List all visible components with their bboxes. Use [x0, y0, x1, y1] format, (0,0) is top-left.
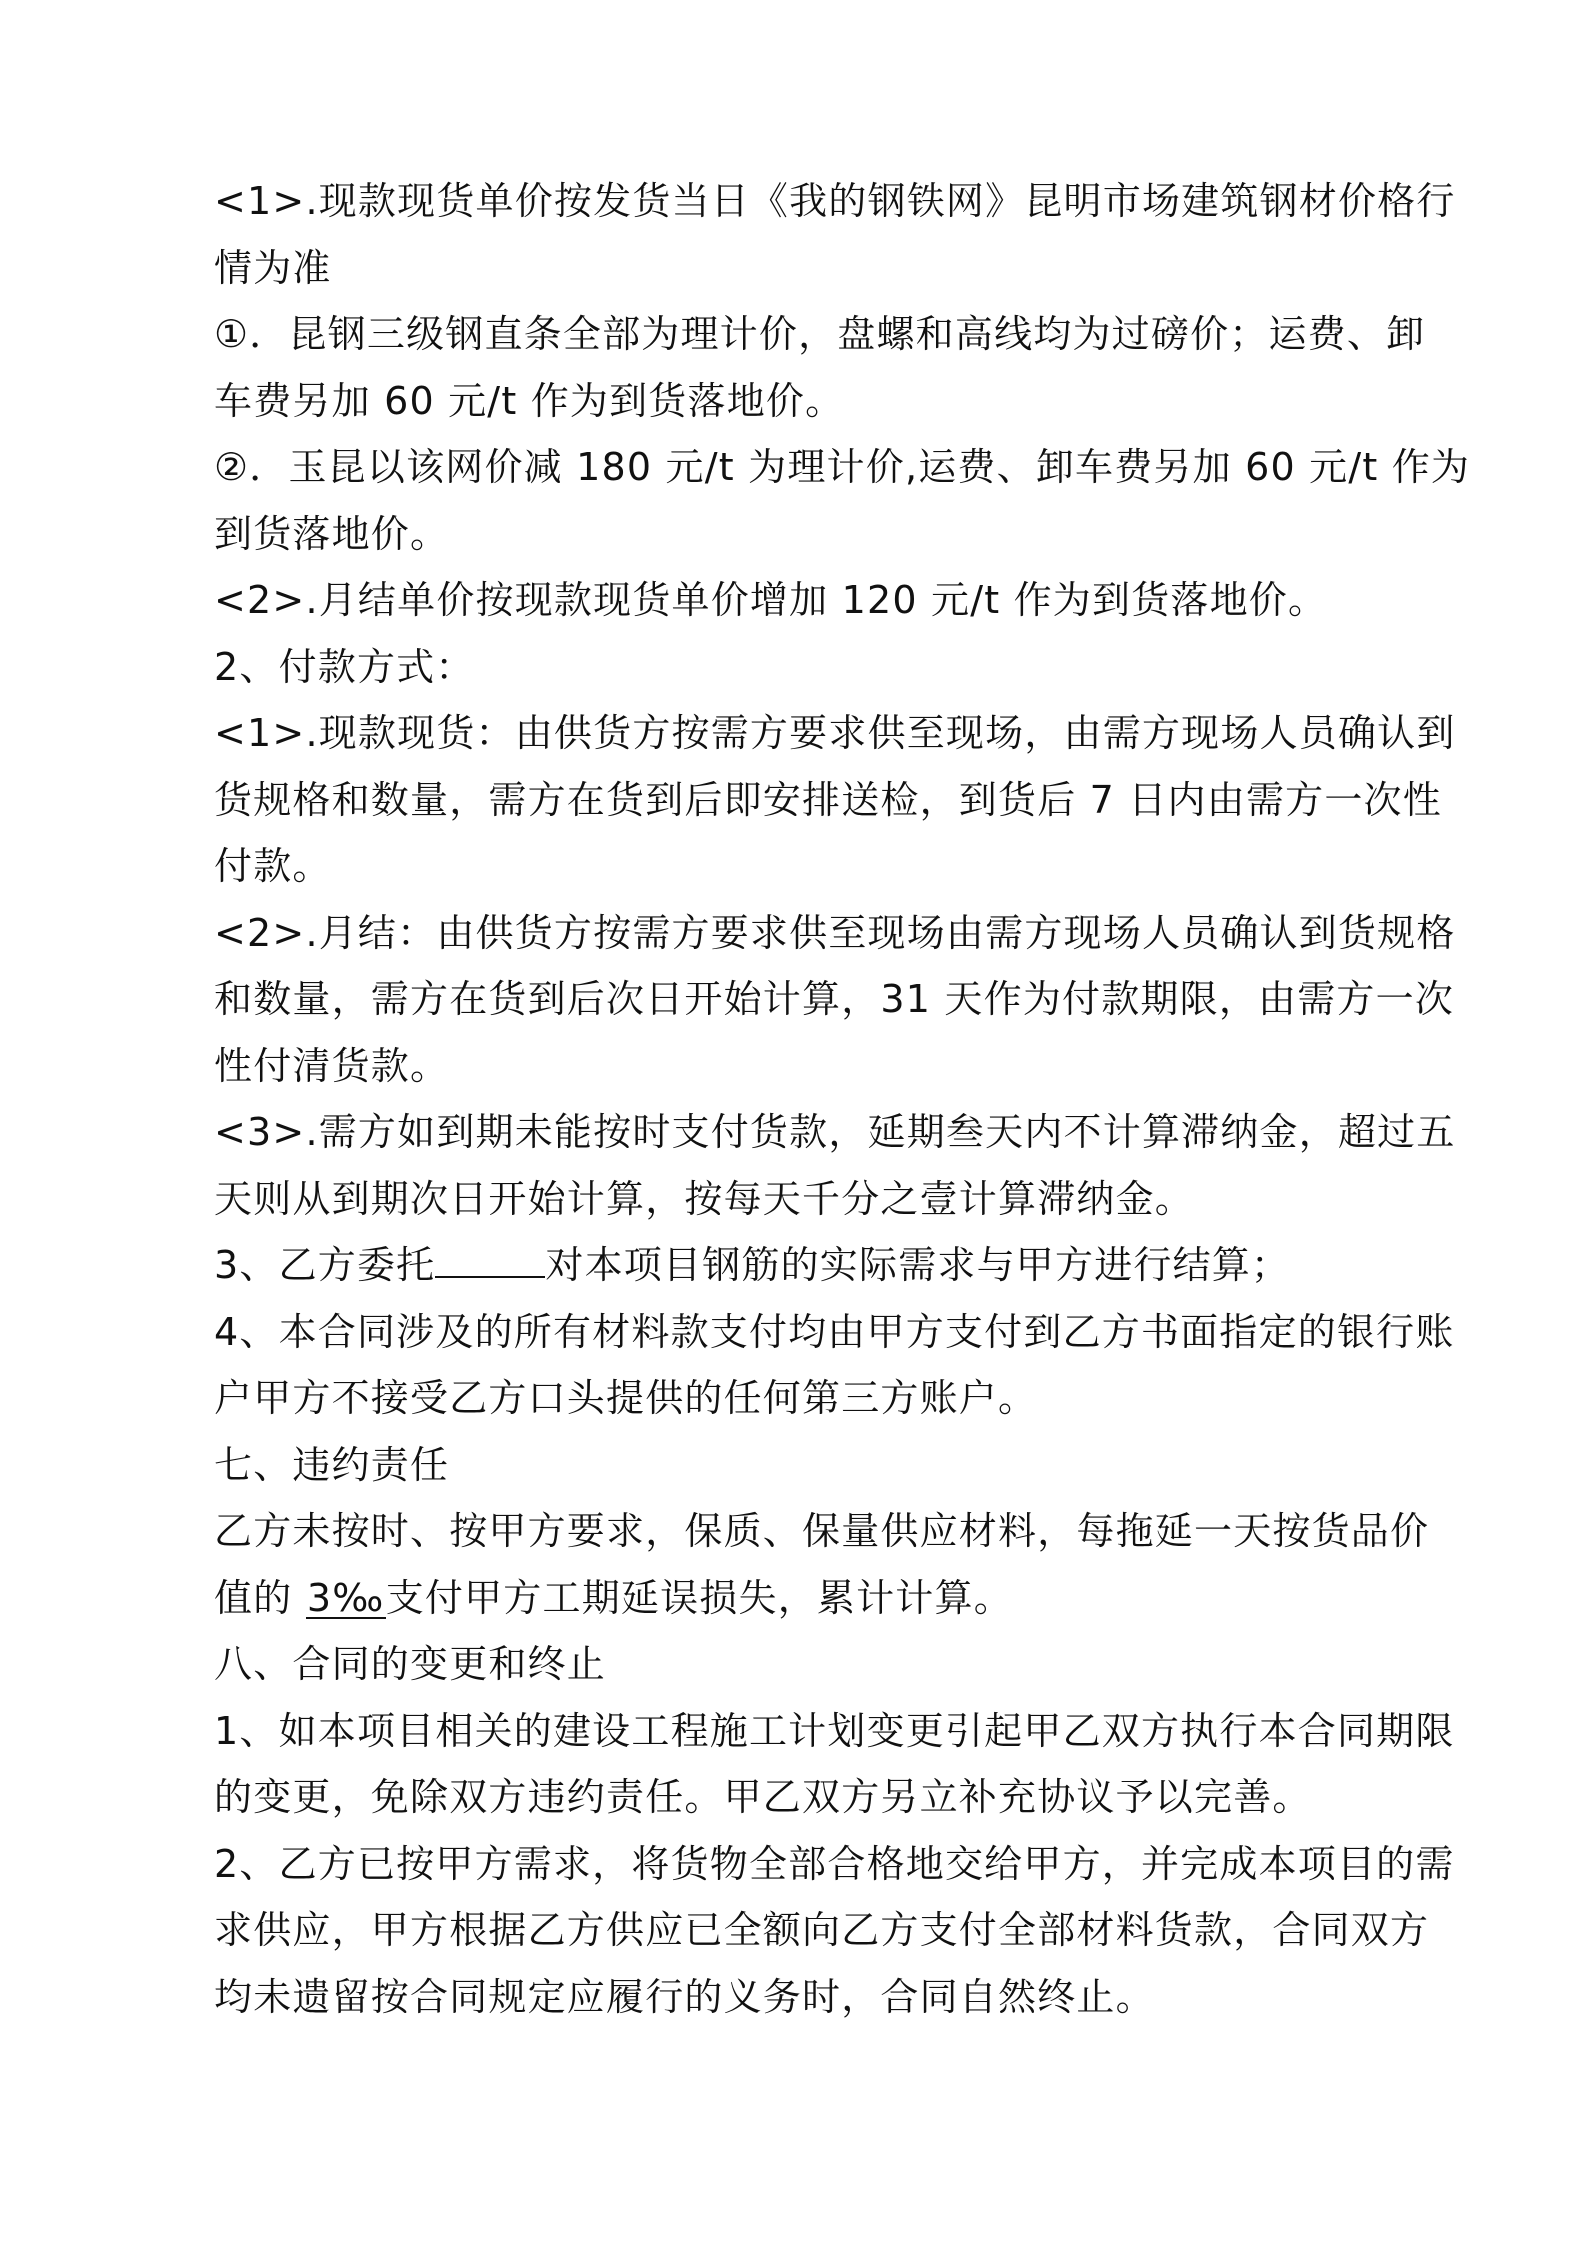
- text-line: 付款。: [214, 844, 332, 888]
- text-line: 户甲方不接受乙方口头提供的任何第三方账户。: [214, 1376, 1038, 1420]
- text-line: 货规格和数量，需方在货到后即安排送检，到货后 7 日内由需方一次性: [214, 777, 1442, 822]
- penalty-line: [214, 1565, 1389, 1632]
- text-line: 到货落地价。: [214, 511, 450, 556]
- text-line: ②．玉昆以该网价减 180 元/t 为理计价,运费、卸车费另加 60 元/t 作为: [214, 445, 1471, 489]
- text-line: <2>.月结单价按现款现货单价增加 120 元/t 作为到货落地价。: [214, 578, 1328, 622]
- text-line: 车费另加 60 元/t 作为到货落地价。: [214, 378, 845, 423]
- text-line: <1>.现款现货：由供货方按需方要求供至现场，由需方现场人员确认到: [214, 711, 1456, 755]
- text-line: ①．昆钢三级钢直条全部为理计价，盘螺和高线均为过磅价；运费、卸: [214, 312, 1426, 356]
- text-line: 4、本合同涉及的所有材料款支付均由甲方支付到乙方书面指定的银行账: [214, 1309, 1455, 1354]
- penalty-suffix: 支付甲方工期延误损失，累计计算。: [385, 1575, 1013, 1620]
- clause-3-prefix: 3、乙方委托: [214, 1243, 436, 1287]
- text-line: 情为准: [214, 245, 332, 290]
- text-line: 1、如本项目相关的建设工程施工计划变更引起甲乙双方执行本合同期限: [214, 1708, 1455, 1753]
- penalty-prefix: 值的: [214, 1575, 306, 1620]
- text-line: 天则从到期次日开始计算，按每天千分之壹计算滞纳金。: [214, 1176, 1195, 1221]
- text-line: 乙方未按时、按甲方要求，保质、保量供应材料，每拖延一天按货品价: [214, 1509, 1430, 1553]
- text-line: 均未遗留按合同规定应履行的义务时，合同自然终止。: [214, 1974, 1155, 2019]
- section-heading: 七、违约责任: [214, 1442, 450, 1487]
- section-heading: 2、付款方式：: [214, 644, 475, 689]
- text-line: <2>.月结：由供货方按需方要求供至现场由需方现场人员确认到货规格: [214, 910, 1456, 955]
- clause-3-suffix: 对本项目钢筋的实际需求与甲方进行结算；: [545, 1243, 1291, 1287]
- contract-page: [214, 168, 1471, 2030]
- text-line: 2、乙方已按甲方需求，将货物全部合格地交给甲方，并完成本项目的需: [214, 1841, 1455, 1886]
- penalty-rate: 3‰: [306, 1575, 385, 1620]
- blank-underline: [435, 1238, 545, 1278]
- clause-3-line: [214, 1232, 1389, 1299]
- text-line: 的变更，免除双方违约责任。甲乙双方另立补充协议予以完善。: [214, 1775, 1312, 1819]
- text-line: 和数量，需方在货到后次日开始计算，31 天作为付款期限，由需方一次: [214, 977, 1455, 1021]
- text-line: <3>.需方如到期未能按时支付货款，延期叁天内不计算滞纳金，超过五: [214, 1110, 1456, 1154]
- text-line: <1>.现款现货单价按发货当日《我的钢铁网》昆明市场建筑钢材价格行: [214, 179, 1456, 223]
- text-line: 求供应，甲方根据乙方供应已全额向乙方支付全部材料货款，合同双方: [214, 1908, 1430, 1952]
- text-line: 性付清货款。: [214, 1043, 450, 1088]
- section-heading: 八、合同的变更和终止: [214, 1642, 607, 1686]
